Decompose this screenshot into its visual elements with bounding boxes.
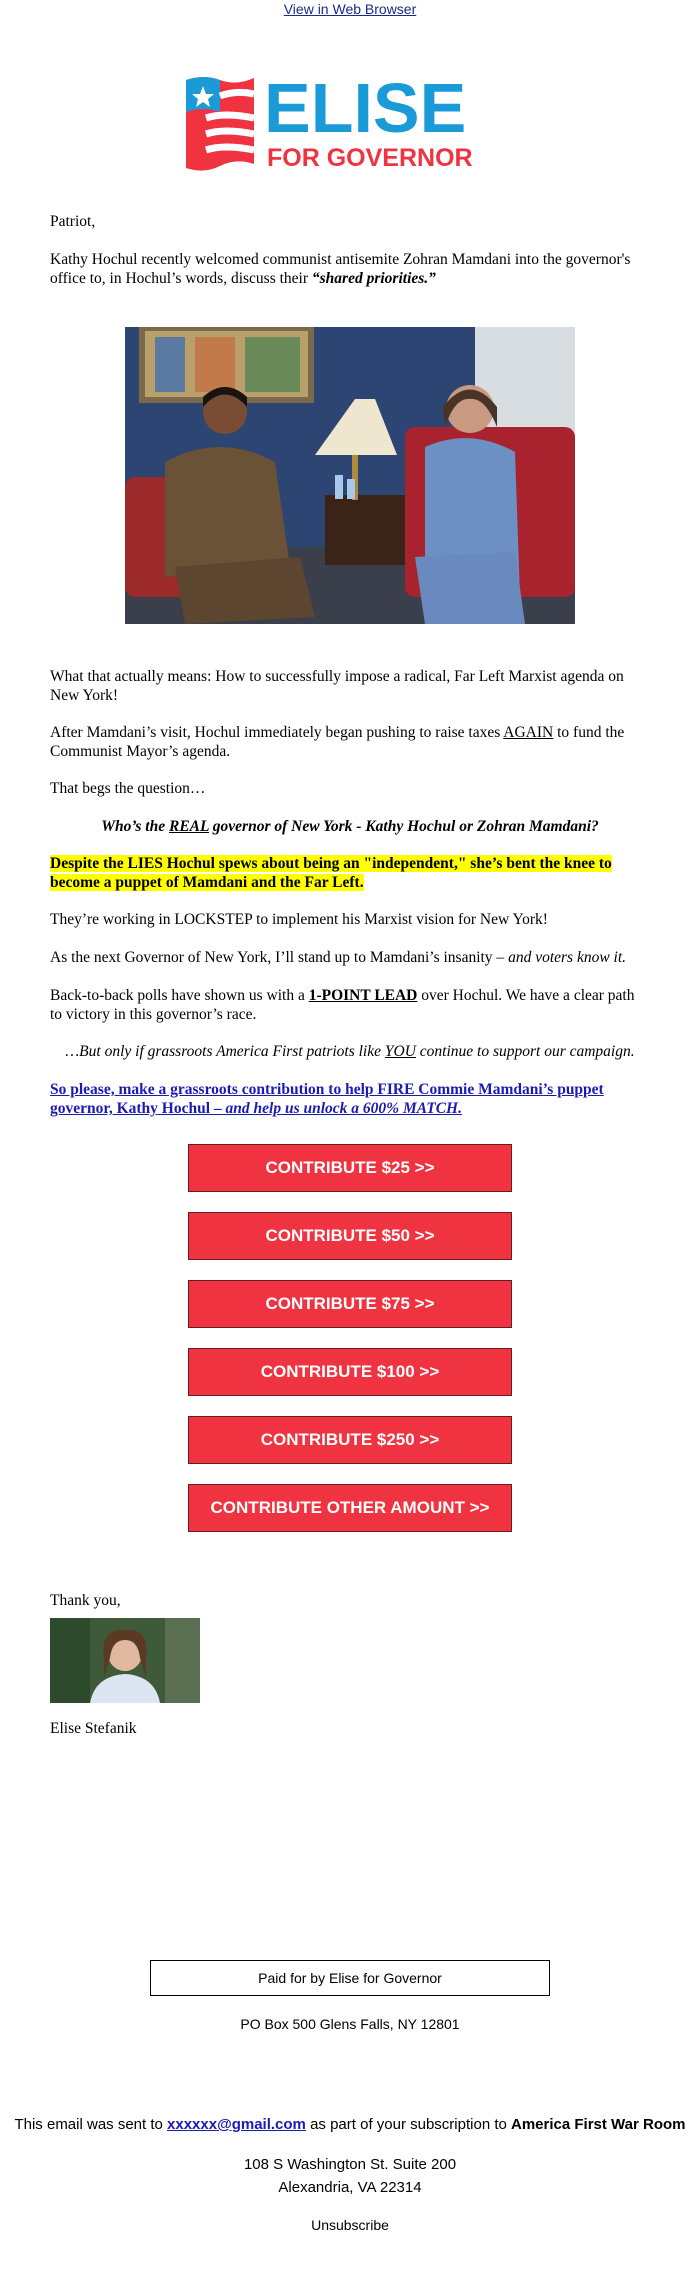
paragraph-intro: Kathy Hochul recently welcomed communist antisemite Zohran Mamdani into the governor's office to, in Hochul’s words, discuss their “shared priorities.” — [50, 251, 631, 287]
paragraph-stand-up: As the next Governor of New York, I’ll stand up to Mamdani’s insanity – and voters know it. — [50, 949, 627, 966]
paragraph-lockstep: They’re working in LOCKSTEP to implement his Marxist vision for New York! — [50, 911, 548, 928]
greeting: Patriot, — [50, 213, 96, 230]
paragraph-question: That begs the question… — [50, 780, 206, 797]
signature-photo — [50, 1618, 200, 1703]
contribute-250-button[interactable]: CONTRIBUTE $250 >> — [188, 1416, 512, 1464]
signer-name: Elise Stefanik — [50, 1720, 137, 1737]
view-in-browser-link[interactable]: View in Web Browser — [283, 1, 417, 17]
flag-e-icon — [184, 72, 516, 186]
contribute-75-button[interactable]: CONTRIBUTE $75 >> — [188, 1280, 512, 1328]
contribution-cta-link[interactable]: So please, make a grassroots contribution to help FIRE Commie Mamdani’s puppet governor, Kathy Hochul – and help us unlock a 600% MATCH. — [50, 1081, 604, 1117]
subscription-notice: This email was sent to xxxxxx@gmail.com as part of your subscription to America First War Room — [14, 2116, 686, 2133]
logo-name: ELISE — [264, 72, 467, 147]
contribute-50-button[interactable]: CONTRIBUTE $50 >> — [188, 1212, 512, 1260]
highlighted-statement: Despite the LIES Hochul spews about being an "independent," she’s bent the knee to become a puppet of Mamdani and the Far Left. — [50, 855, 612, 891]
unsubscribe-link[interactable]: Unsubscribe — [311, 2217, 389, 2233]
mailing-address-line-1: 108 S Washington St. Suite 200 — [243, 2156, 457, 2173]
contribute-other-amount-button[interactable]: CONTRIBUTE OTHER AMOUNT >> — [188, 1484, 512, 1532]
meeting-photo — [125, 327, 575, 624]
paragraph-polls: Back-to-back polls have shown us with a 1-POINT LEAD over Hochul. We have a clear path to victory in this governor’s race. — [50, 987, 635, 1023]
paid-for-disclaimer: Paid for by Elise for Governor — [150, 1960, 550, 1996]
real-governor-question: Who’s the REAL governor of New York - Kathy Hochul or Zohran Mamdani? — [101, 818, 599, 835]
thank-you: Thank you, — [50, 1592, 121, 1609]
contribute-100-button[interactable]: CONTRIBUTE $100 >> — [188, 1348, 512, 1396]
contribution-cta — [50, 1080, 650, 1118]
po-box-address: PO Box 500 Glens Falls, NY 12801 — [240, 2016, 460, 2032]
subscriber-email-link[interactable]: xxxxxx@gmail.com — [167, 2116, 306, 2133]
view-in-browser-bar — [0, 0, 700, 23]
paragraph-meaning: What that actually means: How to successfully impose a radical, Far Left Marxist agenda on New York! — [50, 668, 624, 704]
contribute-25-button[interactable]: CONTRIBUTE $25 >> — [188, 1144, 512, 1192]
paragraph-support: …But only if grassroots America First patriots like YOU continue to support our campaign. — [65, 1043, 635, 1060]
paragraph-taxes: After Mamdani’s visit, Hochul immediately began pushing to raise taxes AGAIN to fund the Communist Mayor’s agenda. — [50, 724, 625, 760]
mailing-address-line-2: Alexandria, VA 22314 — [278, 2179, 422, 2196]
logo-tagline: FOR GOVERNOR — [267, 144, 473, 172]
elise-for-governor-logo — [184, 72, 516, 186]
